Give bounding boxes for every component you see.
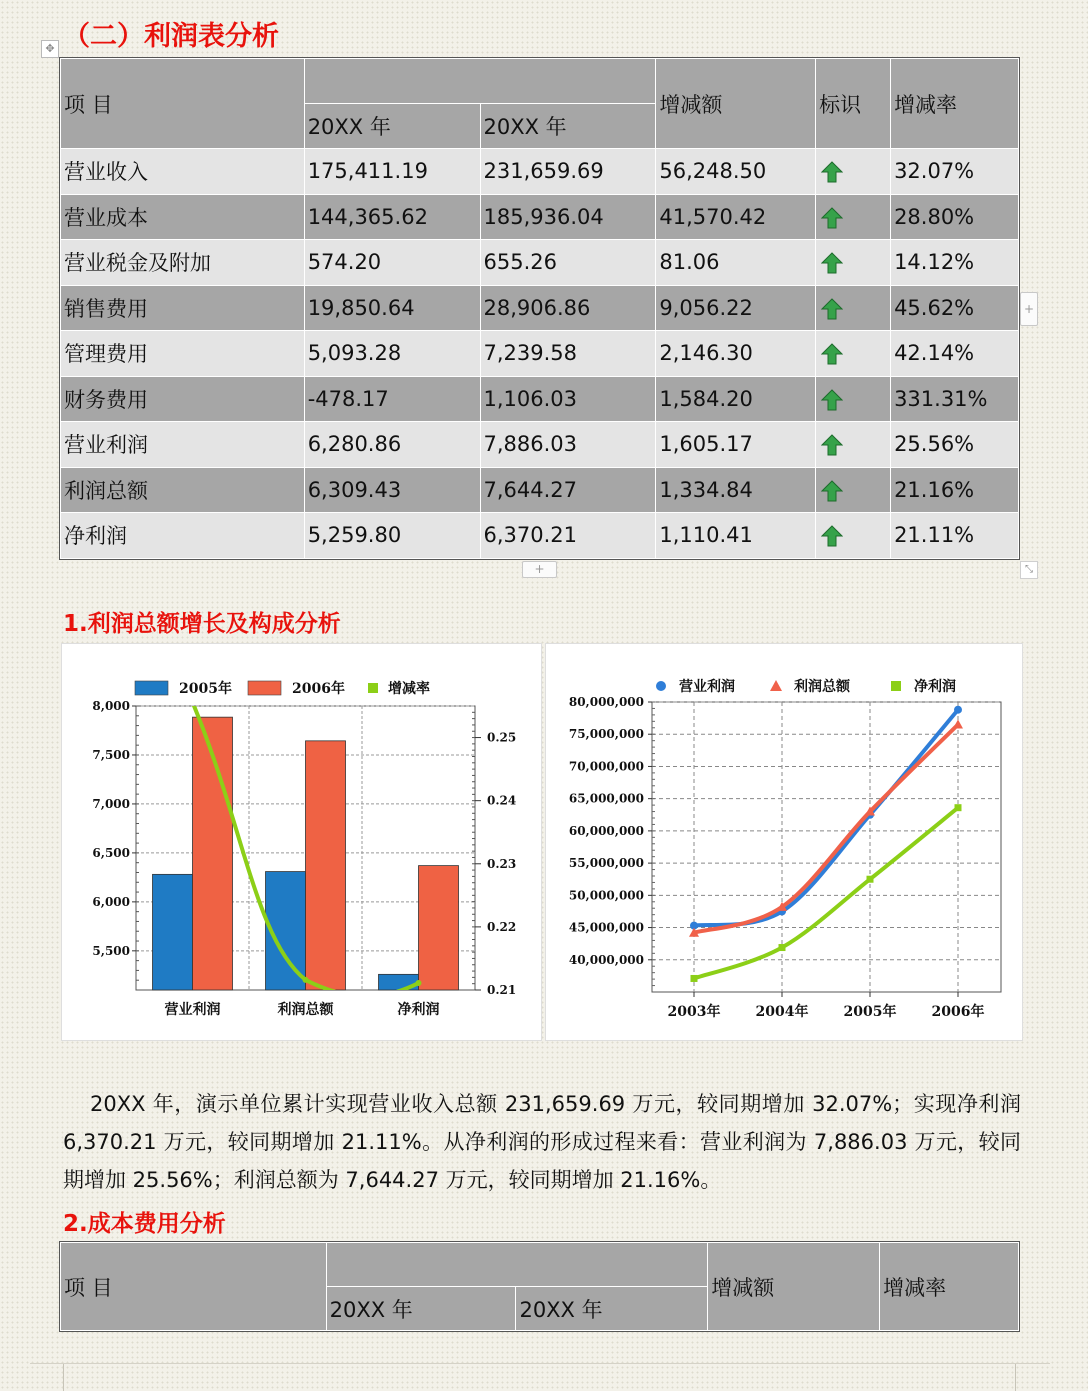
cell-y1: 6,309.43 bbox=[304, 467, 480, 513]
flag-cell bbox=[816, 467, 891, 513]
y-tick-label: 70,000,000 bbox=[568, 759, 644, 774]
up-arrow-icon bbox=[821, 434, 843, 456]
table-row bbox=[61, 149, 1019, 195]
cell-y2: 185,936.04 bbox=[480, 194, 656, 240]
y2-tick-label: 0.24 bbox=[487, 793, 517, 808]
cell-change: 2,146.30 bbox=[656, 331, 816, 377]
profit-trend-chart bbox=[545, 643, 1023, 1041]
legend-swatch bbox=[135, 681, 168, 695]
cell-item: 营业成本 bbox=[61, 194, 305, 240]
cell-rate: 21.16% bbox=[891, 467, 1019, 513]
flag-cell bbox=[816, 240, 891, 286]
cell-rate: 21.11% bbox=[891, 513, 1019, 559]
legend-marker bbox=[656, 681, 666, 691]
page-boundary bbox=[30, 1363, 1050, 1391]
cell-y2: 231,659.69 bbox=[480, 149, 656, 195]
add-column-button[interactable]: + bbox=[1020, 292, 1038, 326]
cost-expense-table bbox=[60, 1242, 1019, 1331]
table-row bbox=[61, 422, 1019, 468]
cell-rate: 25.56% bbox=[891, 422, 1019, 468]
cell-y1: 574.20 bbox=[304, 240, 480, 286]
flag-cell bbox=[816, 194, 891, 240]
cell-y2: 28,906.86 bbox=[480, 285, 656, 331]
rate-point-2 bbox=[416, 980, 422, 986]
cell-change: 1,584.20 bbox=[656, 376, 816, 422]
y-tick-label: 7,500 bbox=[92, 747, 130, 762]
header-change: 增减额 bbox=[656, 59, 816, 149]
cell-rate: 14.12% bbox=[891, 240, 1019, 286]
cell-y2: 7,886.03 bbox=[480, 422, 656, 468]
cell-y1: 5,093.28 bbox=[304, 331, 480, 377]
y-tick-label: 60,000,000 bbox=[568, 823, 644, 838]
income-statement-table bbox=[60, 58, 1019, 559]
table-row bbox=[61, 513, 1019, 559]
table-move-handle-icon[interactable]: ✥ bbox=[41, 40, 59, 58]
y2-tick-label: 0.25 bbox=[487, 730, 517, 745]
cell-rate: 42.14% bbox=[891, 331, 1019, 377]
y-tick-label: 55,000,000 bbox=[568, 856, 644, 871]
table-row bbox=[61, 376, 1019, 422]
point-2-0 bbox=[691, 975, 698, 982]
rate-point-1 bbox=[303, 977, 309, 983]
header-rate: 增减率 bbox=[891, 59, 1019, 149]
cell-item: 财务费用 bbox=[61, 376, 305, 422]
flag-cell bbox=[816, 331, 891, 377]
cell-item: 营业收入 bbox=[61, 149, 305, 195]
flag-cell bbox=[816, 149, 891, 195]
legend-label: 营业利润 bbox=[679, 679, 735, 695]
y-tick-label: 40,000,000 bbox=[568, 952, 644, 967]
cell-change: 1,605.17 bbox=[656, 422, 816, 468]
flag-cell bbox=[816, 422, 891, 468]
header-year-group bbox=[304, 59, 656, 104]
cell-y1: 144,365.62 bbox=[304, 194, 480, 240]
header-year-group bbox=[326, 1243, 708, 1287]
cell-y1: 175,411.19 bbox=[304, 149, 480, 195]
add-row-button[interactable]: + bbox=[522, 561, 557, 578]
cell-y2: 1,106.03 bbox=[480, 376, 656, 422]
cell-item: 销售费用 bbox=[61, 285, 305, 331]
table-row bbox=[61, 194, 1019, 240]
cell-item: 净利润 bbox=[61, 513, 305, 559]
header-item: 项 目 bbox=[61, 1243, 327, 1331]
y-tick-label: 6,500 bbox=[92, 845, 130, 860]
x-tick-label: 净利润 bbox=[397, 1002, 440, 1018]
up-arrow-icon bbox=[821, 389, 843, 411]
legend-marker bbox=[891, 681, 901, 691]
subsection-title: 1.利润总额增长及构成分析 bbox=[63, 611, 341, 637]
up-arrow-icon bbox=[821, 480, 843, 502]
cell-y2: 655.26 bbox=[480, 240, 656, 286]
y-tick-label: 5,500 bbox=[92, 943, 130, 958]
trend-line-chart bbox=[546, 644, 1022, 1040]
legend-label: 增减率 bbox=[388, 681, 430, 697]
table-row bbox=[61, 331, 1019, 377]
y2-tick-label: 0.23 bbox=[487, 856, 517, 871]
header-change: 增减额 bbox=[708, 1243, 880, 1331]
x-tick-label: 2004年 bbox=[755, 1004, 809, 1020]
legend-swatch bbox=[368, 683, 378, 693]
legend-swatch bbox=[248, 681, 281, 695]
cell-item: 管理费用 bbox=[61, 331, 305, 377]
cell-rate: 45.62% bbox=[891, 285, 1019, 331]
cell-y2: 7,239.58 bbox=[480, 331, 656, 377]
cell-rate: 331.31% bbox=[891, 376, 1019, 422]
header-item: 项 目 bbox=[61, 59, 305, 149]
profit-bar-chart bbox=[61, 643, 542, 1041]
y-tick-label: 75,000,000 bbox=[568, 727, 644, 742]
up-arrow-icon bbox=[821, 525, 843, 547]
analysis-paragraph: 20XX 年，演示单位累计实现营业收入总额 231,659.69 万元，较同期增加 32.07%；实现净利润 6,370.21 万元，较同期增加 21.11%。从净利润的形成过程来看：营业利润为 7,886.03 万元，较同期增加 25.56%；利润总额为 7,644.27 万元，较同期增加 21.16%。 bbox=[63, 1092, 1021, 1192]
y-tick-label: 45,000,000 bbox=[568, 920, 644, 935]
table-row bbox=[61, 467, 1019, 513]
cell-y1: 19,850.64 bbox=[304, 285, 480, 331]
cell-rate: 32.07% bbox=[891, 149, 1019, 195]
point-2-3 bbox=[955, 804, 962, 811]
header-year1: 20XX 年 bbox=[304, 104, 480, 149]
cell-change: 1,334.84 bbox=[656, 467, 816, 513]
y2-tick-label: 0.22 bbox=[487, 919, 517, 934]
bar-0-0 bbox=[153, 874, 193, 990]
y-tick-label: 50,000,000 bbox=[568, 888, 644, 903]
flag-cell bbox=[816, 376, 891, 422]
header-rate: 增减率 bbox=[880, 1243, 1019, 1331]
cell-y1: 5,259.80 bbox=[304, 513, 480, 559]
x-tick-label: 利润总额 bbox=[277, 1002, 334, 1018]
x-tick-label: 2005年 bbox=[843, 1004, 897, 1020]
y-tick-label: 65,000,000 bbox=[568, 791, 644, 806]
section-title: （二）利润表分析 bbox=[63, 21, 279, 52]
x-tick-label: 2003年 bbox=[667, 1004, 721, 1020]
y-tick-label: 80,000,000 bbox=[568, 695, 644, 709]
flag-cell bbox=[816, 513, 891, 559]
point-0-3 bbox=[954, 706, 962, 714]
up-arrow-icon bbox=[821, 298, 843, 320]
cell-change: 9,056.22 bbox=[656, 285, 816, 331]
up-arrow-icon bbox=[821, 343, 843, 365]
rate-point-0 bbox=[190, 699, 196, 705]
y-tick-label: 8,000 bbox=[92, 699, 130, 713]
up-arrow-icon bbox=[821, 252, 843, 274]
point-2-1 bbox=[779, 944, 786, 951]
table-row bbox=[61, 285, 1019, 331]
cell-y1: 6,280.86 bbox=[304, 422, 480, 468]
cell-y1: -478.17 bbox=[304, 376, 480, 422]
cell-item: 利润总额 bbox=[61, 467, 305, 513]
flag-cell bbox=[816, 285, 891, 331]
y2-tick-label: 0.21 bbox=[487, 983, 517, 997]
cell-change: 56,248.50 bbox=[656, 149, 816, 195]
cell-y2: 7,644.27 bbox=[480, 467, 656, 513]
legend-label: 净利润 bbox=[914, 679, 956, 695]
up-arrow-icon bbox=[821, 161, 843, 183]
legend-label: 利润总额 bbox=[794, 679, 850, 695]
header-year1: 20XX 年 bbox=[326, 1287, 516, 1331]
header-year2: 20XX 年 bbox=[480, 104, 656, 149]
cell-item: 营业利润 bbox=[61, 422, 305, 468]
table-row bbox=[61, 240, 1019, 286]
cell-change: 41,570.42 bbox=[656, 194, 816, 240]
legend-marker bbox=[770, 680, 782, 691]
header-year2: 20XX 年 bbox=[516, 1287, 708, 1331]
x-tick-label: 营业利润 bbox=[164, 1002, 221, 1018]
plot-area bbox=[652, 702, 1001, 992]
up-arrow-icon bbox=[821, 207, 843, 229]
table-resize-handle-icon[interactable]: ⤡ bbox=[1020, 561, 1038, 579]
header-flag: 标识 bbox=[816, 59, 891, 149]
cell-rate: 28.80% bbox=[891, 194, 1019, 240]
bar-1-2 bbox=[419, 866, 459, 990]
bar-line-combo-chart bbox=[62, 644, 541, 1040]
cell-item: 营业税金及附加 bbox=[61, 240, 305, 286]
bar-1-1 bbox=[306, 741, 346, 990]
y-tick-label: 7,000 bbox=[92, 796, 130, 811]
y-tick-label: 6,000 bbox=[92, 894, 130, 909]
legend-label: 2005年 bbox=[179, 681, 232, 697]
cell-change: 81.06 bbox=[656, 240, 816, 286]
cell-y2: 6,370.21 bbox=[480, 513, 656, 559]
legend-label: 2006年 bbox=[292, 681, 345, 697]
point-2-2 bbox=[867, 876, 874, 883]
cell-change: 1,110.41 bbox=[656, 513, 816, 559]
subsection-title: 2.成本费用分析 bbox=[63, 1211, 226, 1237]
x-tick-label: 2006年 bbox=[931, 1004, 985, 1020]
